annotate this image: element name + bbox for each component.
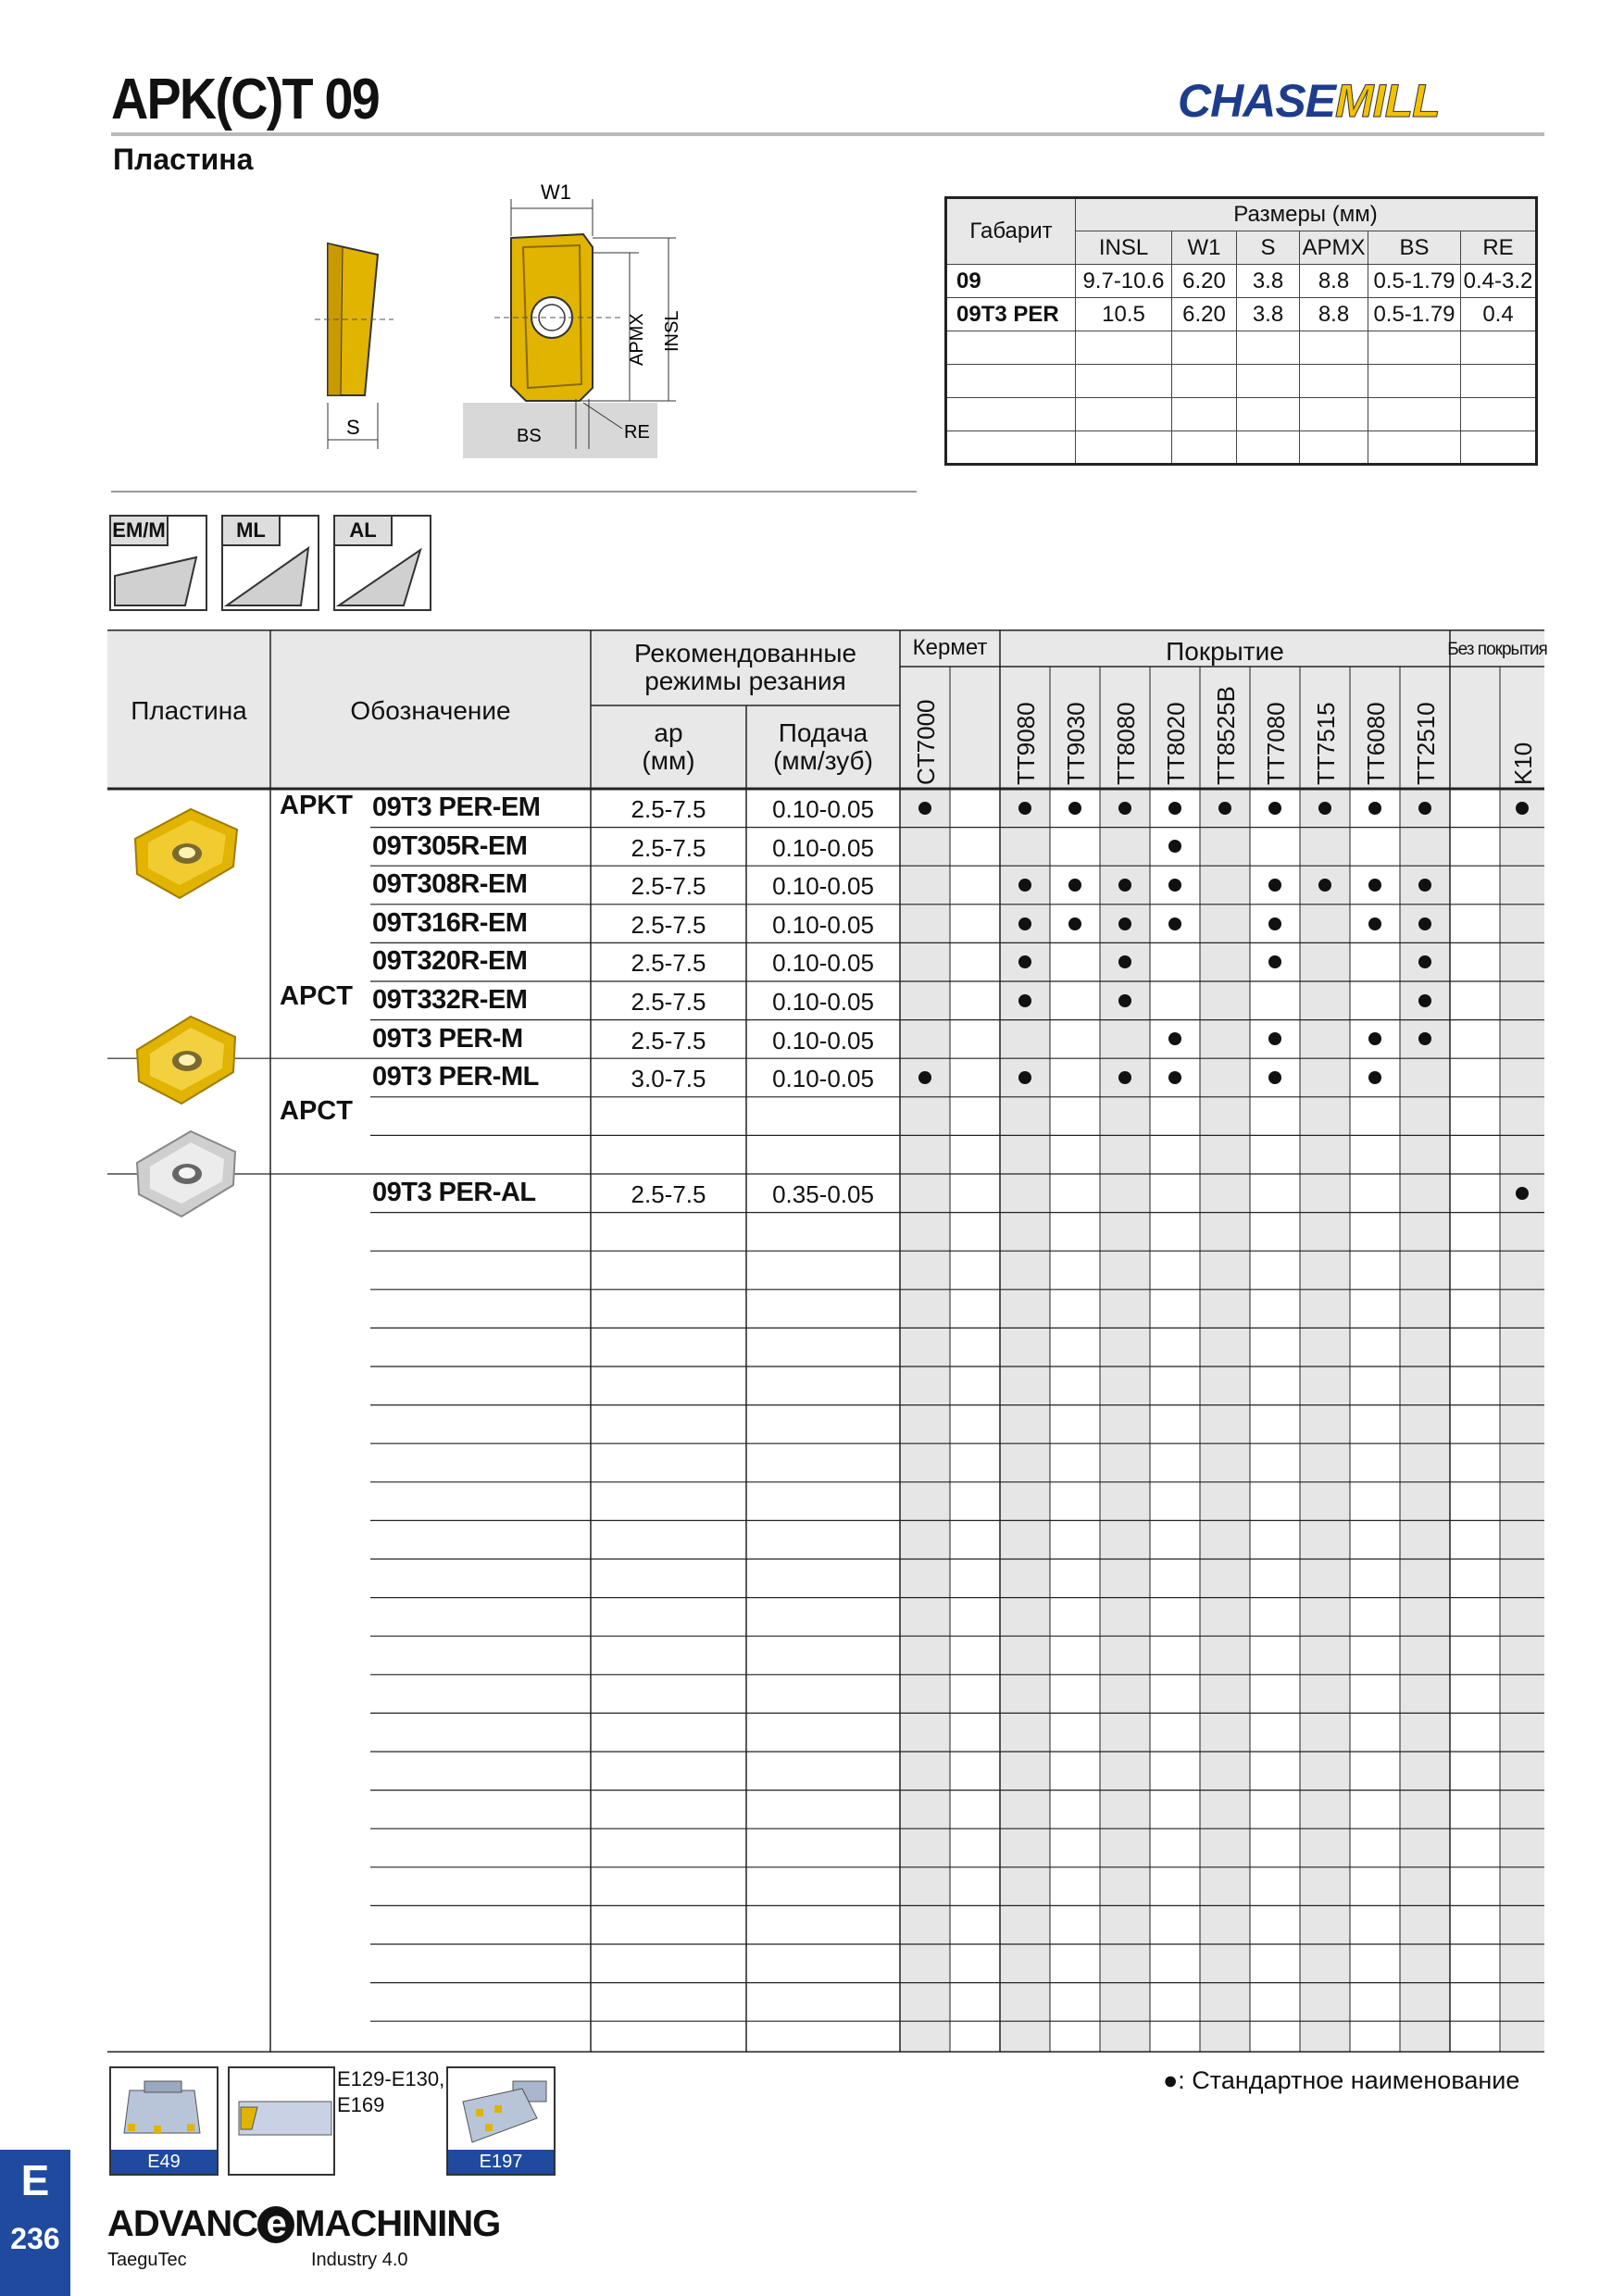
standard-dot xyxy=(1068,879,1081,892)
ap-cell: 2.5-7.5 xyxy=(631,1026,706,1054)
insert-photo-apkt xyxy=(126,802,246,904)
designation-cell: 09T3 PER-ML xyxy=(372,1062,539,1092)
standard-dot xyxy=(1118,1071,1131,1084)
ap-cell: 3.0-7.5 xyxy=(631,1065,706,1093)
ref-e49[interactable]: E49 xyxy=(109,2066,219,2176)
feed-cell: 0.10-0.05 xyxy=(772,833,874,862)
designation-cell: 09T316R-EM xyxy=(372,907,528,938)
standard-dot xyxy=(918,1071,931,1084)
standard-dot xyxy=(1418,802,1431,815)
header-cermet: Кермет xyxy=(912,635,988,660)
standard-dot xyxy=(1368,802,1381,815)
ap-cell: 2.5-7.5 xyxy=(631,872,706,901)
header-designation: Обозначение xyxy=(350,696,511,725)
chasemill-logo: CHASEMILL xyxy=(1178,75,1440,127)
standard-dot xyxy=(1418,917,1431,930)
header-insert: Пластина xyxy=(131,696,247,725)
standard-dot xyxy=(1268,802,1281,815)
page-title: APK(C)T 09 xyxy=(111,68,379,131)
chipbreaker-em-m: EM/M xyxy=(109,515,207,611)
standard-dot xyxy=(1118,994,1131,1007)
ap-cell: 2.5-7.5 xyxy=(631,795,706,823)
feed-cell: 0.10-0.05 xyxy=(772,1026,874,1054)
ap-cell: 2.5-7.5 xyxy=(631,949,706,978)
header-feed-1: Подача xyxy=(778,718,868,747)
grade-tt8020: TT8020 xyxy=(1162,702,1190,785)
designation-cell: 09T332R-EM xyxy=(372,985,528,1015)
grade-tt6080: TT6080 xyxy=(1362,702,1390,785)
ap-cell: 2.5-7.5 xyxy=(631,1180,706,1208)
designation-cell: 09T3 PER-EM xyxy=(372,792,541,822)
header-recommended-2: режимы резания xyxy=(644,667,846,695)
standard-dot xyxy=(1516,802,1529,815)
designation-cell: 09T320R-EM xyxy=(372,946,528,977)
grade-tt7080: TT7080 xyxy=(1262,702,1290,785)
svg-text:RE: RE xyxy=(624,422,650,443)
standard-dot xyxy=(1168,879,1181,892)
standard-dot xyxy=(1018,802,1031,815)
ref-e197[interactable]: E197 xyxy=(446,2066,556,2176)
header-uncoated: Без покрытия xyxy=(1447,640,1547,659)
brand-industry: Industry 4.0 xyxy=(311,2250,408,2270)
dimension-table: Габарит Размеры (мм) INSL W1 S APMX BS RE 09 9.7-10.6 6.20 3.8 8.8 0.5-1.79 0.4-3.2 09T3 PER 10.5 6.20 3.8 8.8 0.5-1.79 0.4 xyxy=(944,196,1538,466)
feed-cell: 0.10-0.05 xyxy=(772,910,874,939)
feed-cell: 0.10-0.05 xyxy=(772,1065,874,1093)
standard-dot xyxy=(1218,802,1231,815)
grade-tt8080: TT8080 xyxy=(1112,702,1140,785)
standard-dot xyxy=(1368,879,1381,892)
insert-grade-table xyxy=(107,630,1547,2053)
standard-dot xyxy=(1418,879,1431,892)
chipbreaker-ml: ML xyxy=(221,515,319,611)
header-feed-2: (мм/зуб) xyxy=(773,746,873,775)
ref-text-e129[interactable]: E129-E130, E169 xyxy=(337,2067,445,2116)
header-coated: Покрытие xyxy=(1166,637,1284,666)
standard-dot xyxy=(1168,802,1181,815)
legend-standard: ●: Стандартное наименование xyxy=(1163,2066,1520,2094)
ap-cell: 2.5-7.5 xyxy=(631,833,706,862)
designation-cell: 09T3 PER-AL xyxy=(372,1178,536,1207)
standard-dot xyxy=(1118,879,1131,892)
page-subtitle: Пластина xyxy=(113,143,254,176)
standard-dot xyxy=(1018,917,1031,930)
feed-cell: 0.10-0.05 xyxy=(772,872,874,901)
feed-cell: 0.10-0.05 xyxy=(772,949,874,978)
standard-dot xyxy=(1368,1071,1381,1084)
insert-drawing xyxy=(306,181,694,468)
svg-text:APMX: APMX xyxy=(627,313,647,366)
chipbreaker-al: AL xyxy=(333,515,431,611)
grade-tt2510: TT2510 xyxy=(1412,702,1440,785)
dim-row: 09T3 PER 10.5 6.20 3.8 8.8 0.5-1.79 0.4 xyxy=(946,298,1537,331)
standard-dot xyxy=(1168,917,1181,930)
header-recommended-1: Рекомендованные xyxy=(633,639,857,668)
standard-dot xyxy=(1268,879,1281,892)
designation-cell: 09T305R-EM xyxy=(372,830,528,861)
endmill-icon xyxy=(230,2068,333,2174)
page-number: 236 xyxy=(10,2222,60,2255)
cutter-icon xyxy=(111,2068,217,2152)
ref-e129[interactable] xyxy=(228,2066,335,2176)
standard-dot xyxy=(1268,1071,1281,1084)
standard-dot xyxy=(918,802,931,815)
standard-dot xyxy=(1018,994,1031,1007)
header-divider xyxy=(111,132,1544,136)
designation-cell: 09T308R-EM xyxy=(372,869,528,900)
ap-cell: 2.5-7.5 xyxy=(631,988,706,1016)
dim-w1-label: W1 xyxy=(541,181,571,204)
standard-dot xyxy=(1118,917,1131,930)
section-tab: E 236 xyxy=(0,2150,70,2296)
grade-tt9030: TT9030 xyxy=(1062,702,1090,785)
svg-text:BS: BS xyxy=(517,426,542,446)
feed-cell: 0.35-0.05 xyxy=(772,1180,874,1208)
feed-cell: 0.10-0.05 xyxy=(772,988,874,1016)
standard-dot xyxy=(1268,917,1281,930)
standard-dot xyxy=(1318,802,1331,815)
section-divider xyxy=(111,491,917,493)
family-apct-ml: APCT xyxy=(280,981,353,1011)
standard-dot xyxy=(1068,917,1081,930)
standard-dot xyxy=(1018,1071,1031,1084)
standard-dot xyxy=(1368,917,1381,930)
header-ap-2: (мм) xyxy=(642,746,695,775)
brand-taegutec: TaeguTec xyxy=(107,2250,187,2270)
svg-text:INSL: INSL xyxy=(662,310,682,352)
grade-tt8525b: TT8525B xyxy=(1212,686,1240,785)
grade-k10: K10 xyxy=(1509,742,1537,785)
standard-dot xyxy=(1168,1071,1181,1084)
feed-cell: 0.10-0.05 xyxy=(772,795,874,823)
family-apct-al: APCT xyxy=(280,1096,353,1126)
advance-machining-logo: ADVANC e MACHINING xyxy=(107,2203,501,2244)
helical-cutter-icon xyxy=(448,2068,554,2152)
family-apkt: APKT xyxy=(280,791,353,820)
grade-tt9080: TT9080 xyxy=(1012,702,1040,785)
standard-dot xyxy=(1516,1187,1529,1200)
designation-cell: 09T3 PER-M xyxy=(372,1023,523,1054)
grade-tt7515: TT7515 xyxy=(1312,702,1340,785)
ap-cell: 2.5-7.5 xyxy=(631,910,706,939)
standard-dot xyxy=(1318,879,1331,892)
dim-row: 09 9.7-10.6 6.20 3.8 8.8 0.5-1.79 0.4-3.2 xyxy=(946,265,1537,298)
header-ap-1: ap xyxy=(654,718,683,747)
standard-dot xyxy=(1418,994,1431,1007)
insert-photo-apct-ml xyxy=(126,1007,246,1109)
insert-photo-apct-al xyxy=(126,1120,246,1222)
dim-s-label: S xyxy=(346,416,360,439)
standard-dot xyxy=(1118,802,1131,815)
grade-ct7000: CT7000 xyxy=(912,699,940,785)
standard-dot xyxy=(1068,802,1081,815)
standard-dot xyxy=(1018,879,1031,892)
